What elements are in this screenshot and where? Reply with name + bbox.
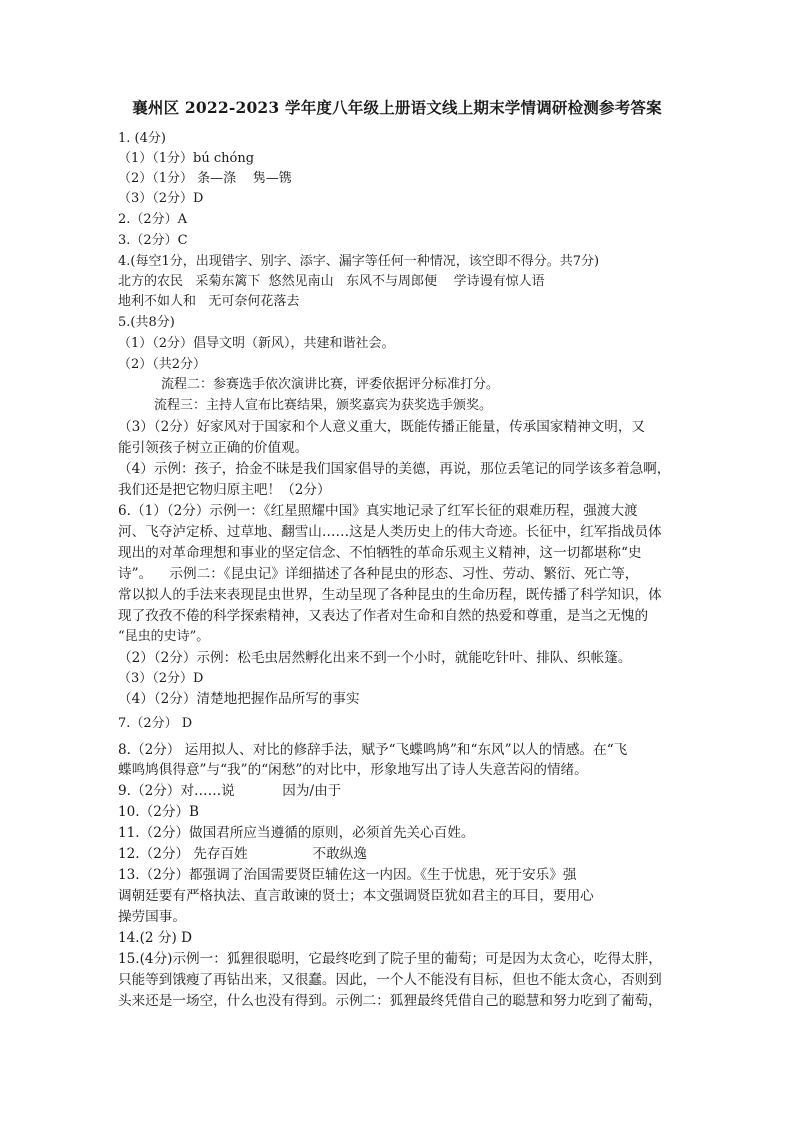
- q5-process-two: 流程二：参赛选手依次演讲比赛，评委依据评分标准打分。: [161, 377, 500, 392]
- q5-part3-line: （3）（2分）好家风对于国家和个人意义重大，既能传播正能量，传承国家精神文明，又: [118, 419, 646, 435]
- q3-answer: 3.（2分）C: [118, 233, 188, 248]
- q6-part2: （2）（2分）示例：松毛虫居然孵化出来不到一个小时，就能吃针叶、排队、织帐篷。: [118, 650, 632, 666]
- q6-part4: （4）（2分）清楚地把握作品所写的事实: [118, 691, 360, 707]
- q6-part1-line: “昆虫的史诗”。: [118, 629, 210, 644]
- q4-answer-line: 地利不如人和 无可奈何花落去: [118, 294, 300, 309]
- q6-part1-line: 河、飞夺泸定桥、过草地、翻雪山……这是人类历史上的伟大奇迹。长征中，红军指战员体: [118, 524, 662, 540]
- q12-answer: 12.（2分） 先存百姓 不敢纵逸: [118, 846, 367, 862]
- q6-part1-line: 现了孜孜不倦的科学探索精神，又表达了作者对生命和自然的热爱和尊重，是当之无愧的: [118, 608, 649, 624]
- q1-part2: （2）（1分） 条—涤 隽—镌: [118, 171, 292, 186]
- q1-part3: （3）（2分）D: [118, 191, 204, 206]
- q8-answer-line: 8.（2分） 运用拟人、对比的修辞手法，赋予“飞蝶鸣鸠”和“东风”以人的情感。在“飞: [118, 742, 628, 758]
- q5-part2: （2）（共2分）: [118, 357, 207, 372]
- q14-answer: 14.(2 分) D: [118, 930, 193, 946]
- q6-part1-line: 诗”。 示例二：《昆虫记》详细描述了各种昆虫的形态、习性、劳动、繁衍、死亡等，: [118, 566, 639, 582]
- q7-answer: 7.（2分） D: [118, 716, 193, 731]
- q5-part3-line: 能引领孩子树立正确的价值观。: [118, 440, 309, 456]
- q2-answer: 2.（2分）A: [118, 212, 188, 227]
- q15-answer-line: 只能等到饿瘦了再钻出来，又很蠢。因此，一个人不能没有目标，但也不能太贪心，否则到: [118, 972, 662, 988]
- q13-answer-line: 调朝廷要有严格执法、直言敢谏的贤士；本文强调贤臣犹如君主的耳目，要用心: [118, 888, 594, 904]
- q1-header: 1. (4分): [118, 131, 166, 146]
- q13-answer-line: 操劳国事。: [118, 909, 186, 925]
- q6-part1-line: 现出的对革命理想和事业的坚定信念、不怕牺牲的革命乐观主义精神，这一切都堪称“史: [118, 545, 642, 561]
- q4-header: 4.(每空1分，出现错字、别字、添字、漏字等任何一种情况，该空即不得分。共7分): [118, 254, 600, 269]
- q6-part1-line: 6.（1）（2分）示例一：《红星照耀中国》真实地记录了红军长征的艰难历程，强渡大渡: [118, 503, 638, 519]
- q5-part4-line: （4）示例：孩子，拾金不昧是我们国家倡导的美德，再说，那位丢笔记的同学该多着急啊，: [118, 461, 671, 477]
- q11-answer: 11.（2分）做国君所应当遵循的原则，必须首先关心百姓。: [118, 825, 475, 841]
- q8-answer-line: 蝶鸣鸠俱得意”与“我”的“闲愁”的对比中，形象地写出了诗人失意苦闷的情绪。: [118, 762, 588, 778]
- q5-part1: （1）（2分）倡导文明（新风），共建和谐社会。: [118, 336, 395, 351]
- q13-answer-line: 13.（2分）都强调了治国需要贤臣辅佐这一内因。《生于忧患，死于安乐》强: [118, 867, 577, 883]
- q9-answer: 9.（2分）对……说 因为/由于: [118, 783, 342, 799]
- q5-process-three: 流程三：主持人宣布比赛结果，颁奖嘉宾为获奖选手颁奖。: [154, 398, 493, 413]
- q15-answer-line: 15.(4分)示例一：狐狸很聪明，它最终吃到了院子里的葡萄；可是因为太贪心，吃得太胖，: [118, 951, 662, 967]
- page-title: 襄州区 2022-2023 学年度八年级上册语文线上期末学情调研检测参考答案: [132, 98, 662, 117]
- q15-answer-line: 头来还是一场空，什么也没有得到。示例二：狐狸最终凭借自己的聪慧和努力吃到了葡萄，: [118, 993, 662, 1009]
- q1-part1: （1）（1分）bú chóng: [118, 151, 255, 166]
- q6-part1-line: 常以拟人的手法来表现昆虫世界，生动呈现了各种昆虫的生命历程，既传播了科学知识，体: [118, 587, 662, 603]
- q10-answer: 10.（2分）B: [118, 804, 200, 820]
- q4-answer-line: 北方的农民 采菊东篱下 悠然见南山 东风不与周郎便 学诗谩有惊人语: [118, 274, 545, 289]
- q5-header: 5.(共8分): [118, 315, 175, 330]
- q5-part4-line: 我们还是把它物归原主吧！（2分）: [118, 482, 331, 498]
- q6-part3: （3）（2分）D: [118, 671, 204, 686]
